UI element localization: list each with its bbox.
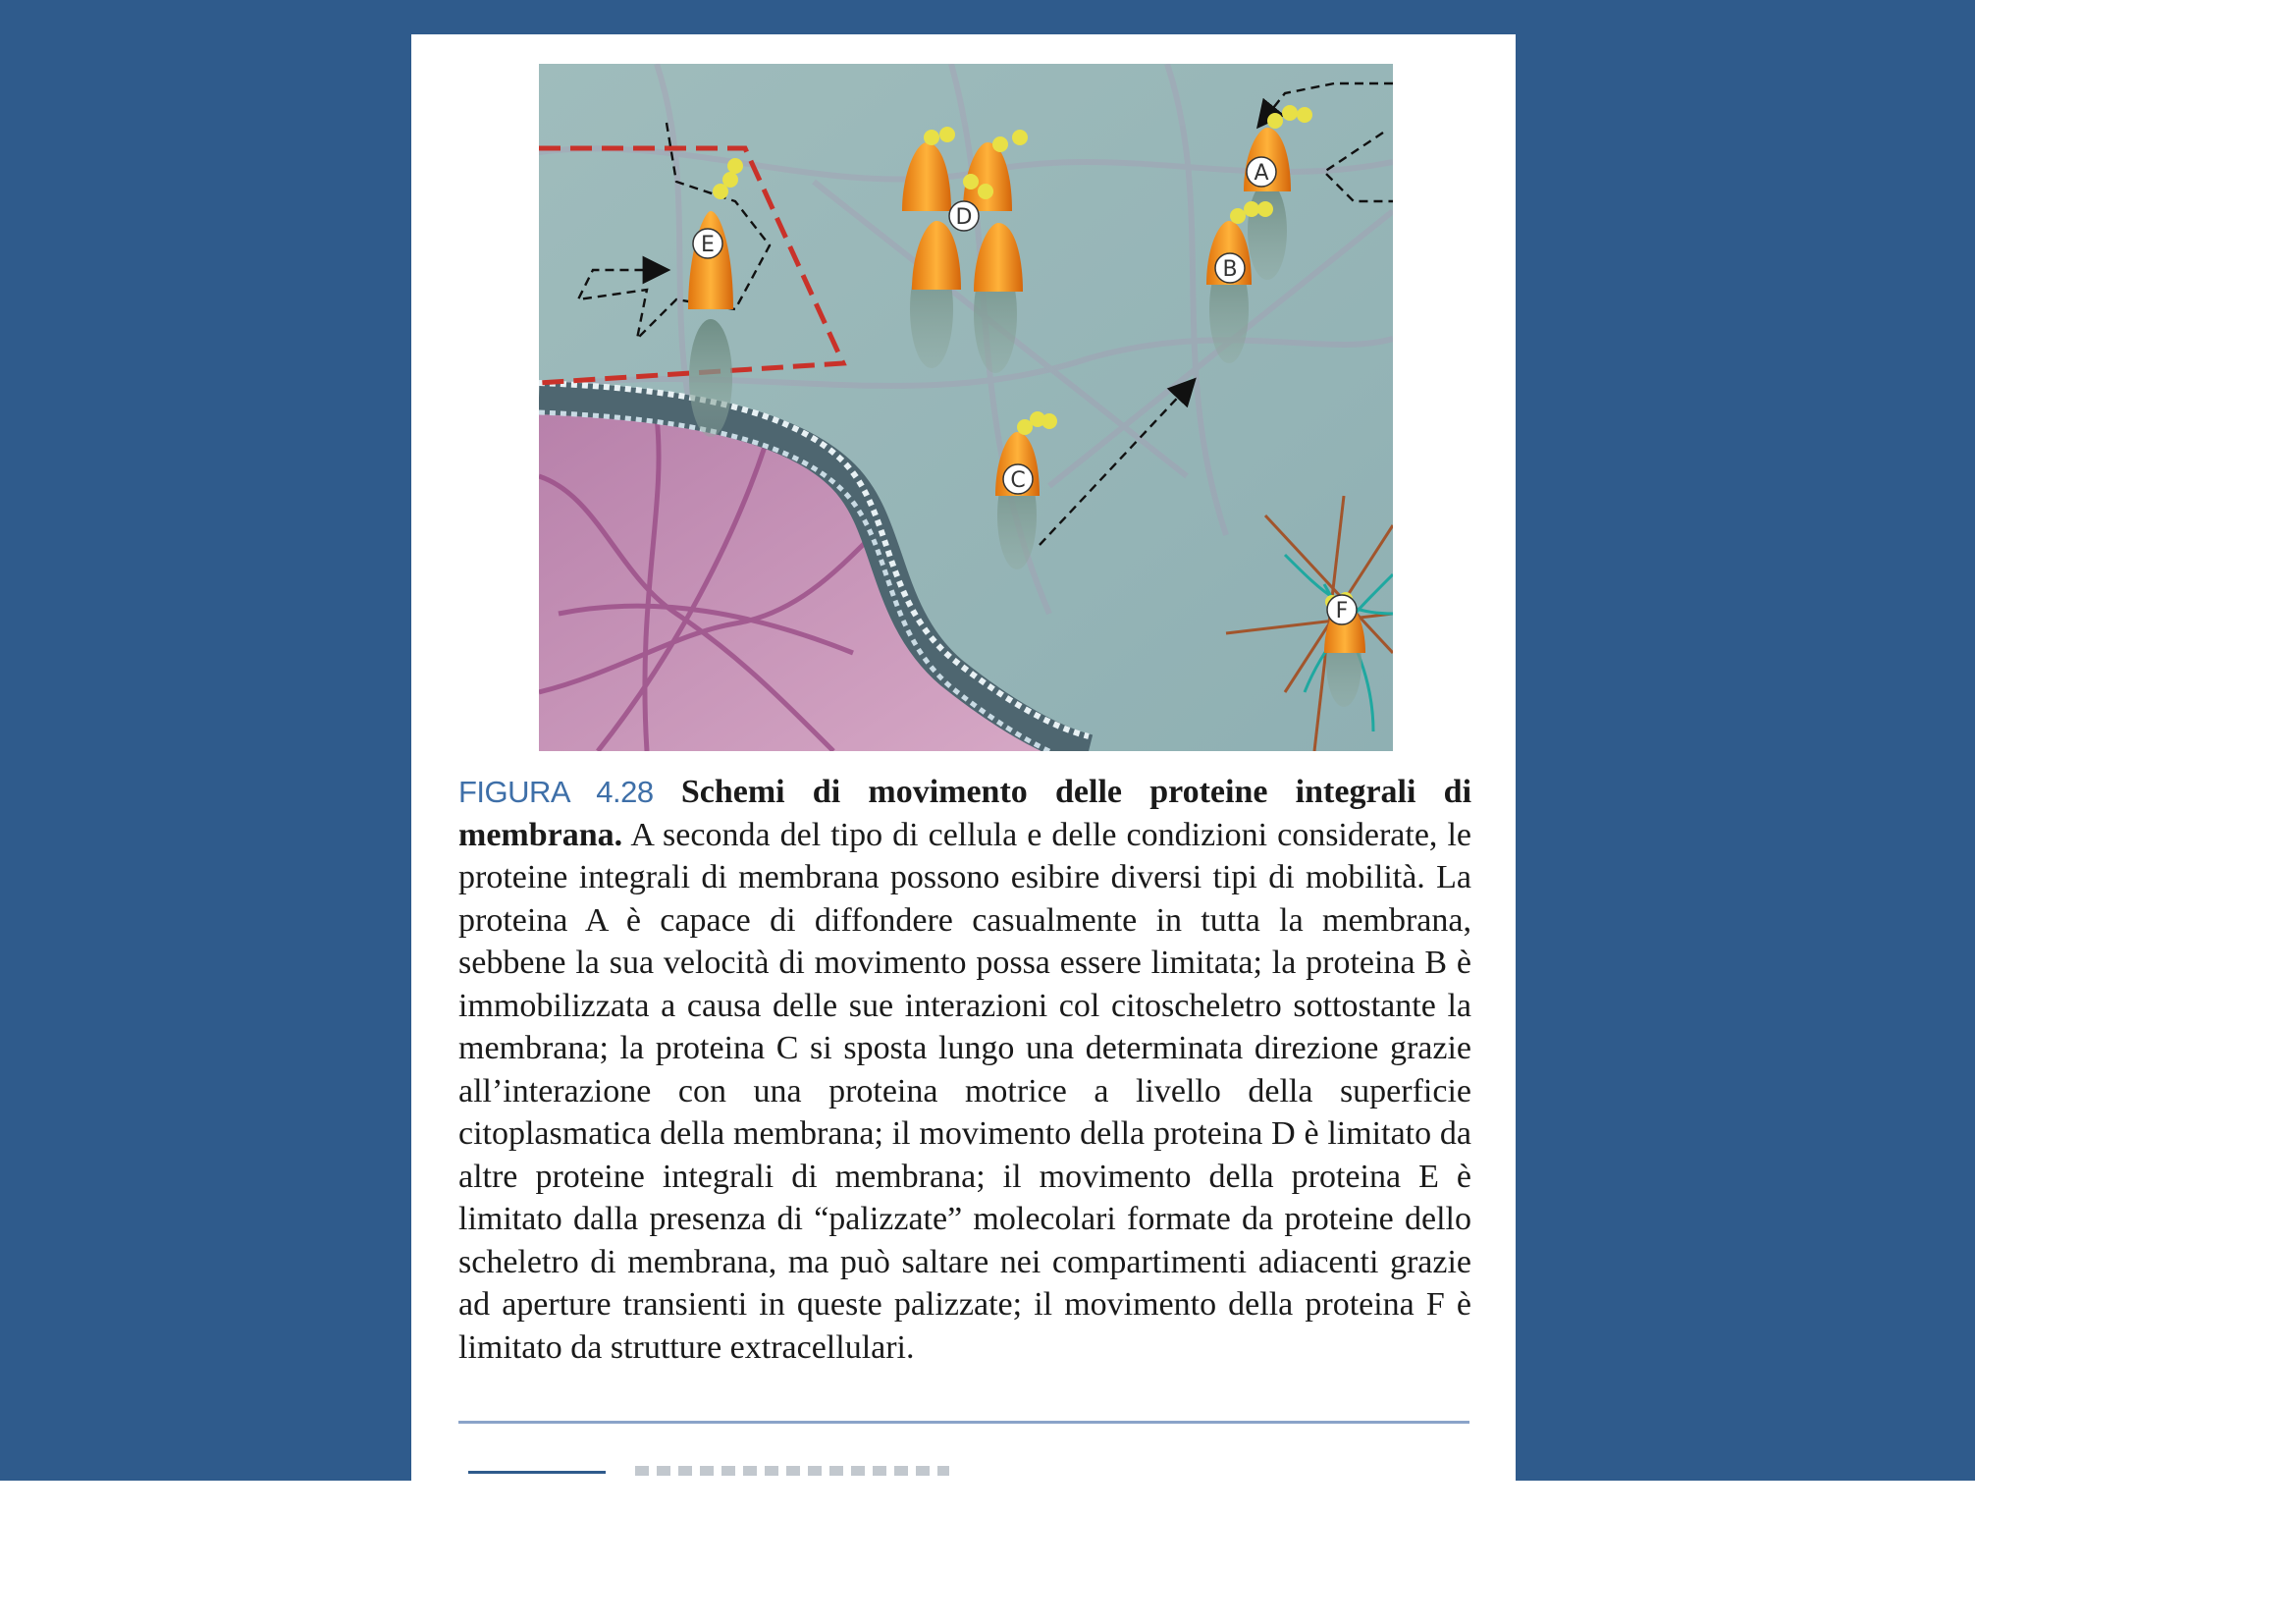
marker-e [693,229,722,258]
footer-fragment-text [635,1466,949,1476]
figure-label: FIGURA 4.28 [458,775,654,809]
marker-c [1003,464,1033,494]
marker-d [949,201,979,231]
figure-caption [458,771,1471,1369]
marker-c-label: C [1010,468,1026,493]
document-page [411,34,1516,1481]
marker-d-label: D [955,205,973,230]
membrane-protein-figure [539,64,1393,751]
figure-body-text: A seconda del tipo di cellula e delle condizioni considerate, le proteine integrali di membrana possono esibire diversi tipi di mobilità. La proteina A è capace di diffondere casualmente in tutta la membrana, sebbene la sua velocità di movimento possa essere limitata; la proteina B è immobilizzata a causa delle sue interazioni col citoscheletro sottostante la membrana; la proteina C si sposta lungo una determinata direzione grazie all’interazione con una proteina motrice a livello della superficie citoplasmatica della membrana; il movimento della proteina D è limitato da altre proteine integrali di membrana; il movimento della proteina E è limitato dalla presenza di “palizzate” molecolari formate da proteine dello scheletro di membrana, ma può saltare nei compartimenti adiacenti grazie ad aperture transienti in queste palizzate; il movimento della proteina F è limitato da strutture extracellulari. [458,816,1471,1366]
figure-title: Schemi di movimento delle proteine integrali di membrana. [458,774,1472,853]
marker-f [1327,595,1357,624]
marker-a-label: A [1254,161,1269,186]
marker-f-label: F [1335,599,1349,623]
marker-a [1247,157,1276,187]
marker-e-label: E [701,233,715,257]
marker-b [1215,253,1245,283]
footer-fragment-bar [468,1471,606,1474]
marker-b-label: B [1222,257,1238,282]
caption-rule [458,1421,1469,1424]
